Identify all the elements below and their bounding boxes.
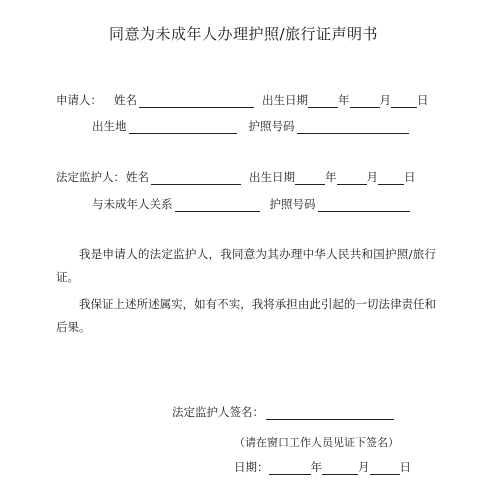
applicant-heading: 申请人： <box>56 93 102 107</box>
signature-label: 法定监护人签名： <box>172 405 264 419</box>
applicant-birth-month-field[interactable] <box>350 94 380 108</box>
guardian-birth-year-field[interactable] <box>295 171 325 185</box>
date-label: 日期： <box>234 460 269 474</box>
applicant-name-label: 姓名 <box>114 93 137 107</box>
applicant-year-label: 年 <box>338 93 350 107</box>
date-month-field[interactable] <box>322 461 358 475</box>
guardian-passport-field[interactable] <box>318 198 410 212</box>
guardian-birth-label: 出生日期 <box>249 170 295 184</box>
guardian-row-name <box>56 169 416 185</box>
date-row <box>234 459 411 475</box>
applicant-birth-day-field[interactable] <box>391 94 417 108</box>
guardian-relation-field[interactable] <box>175 198 260 212</box>
applicant-birthplace-field[interactable] <box>129 120 237 134</box>
guardian-relation-label: 与未成年人关系 <box>92 197 173 211</box>
date-year-label: 年 <box>310 460 322 474</box>
applicant-row-birthplace <box>92 118 409 134</box>
guardian-birth-day-field[interactable] <box>378 171 404 185</box>
applicant-birth-year-field[interactable] <box>308 94 338 108</box>
applicant-passport-label: 护照号码 <box>248 119 295 133</box>
date-year-field[interactable] <box>269 461 311 475</box>
applicant-day-label: 日 <box>417 93 429 107</box>
guardian-name-field[interactable] <box>151 171 241 185</box>
applicant-row-name <box>56 92 429 108</box>
applicant-month-label: 月 <box>379 93 391 107</box>
date-month-label: 月 <box>358 460 370 474</box>
applicant-birth-label: 出生日期 <box>262 93 308 107</box>
signature-note: （请在窗口工作人员见证下签名） <box>234 436 399 449</box>
signature-field[interactable] <box>266 406 394 420</box>
applicant-name-field[interactable] <box>139 94 254 108</box>
document-title: 同意为未成年人办理护照/旅行证声明书 <box>108 25 379 43</box>
applicant-birthplace-label: 出生地 <box>92 119 127 133</box>
guardian-day-label: 日 <box>404 170 416 184</box>
guardian-passport-label: 护照号码 <box>269 197 316 211</box>
date-day-label: 日 <box>399 460 411 474</box>
guardian-name-label: 姓名 <box>126 170 149 184</box>
guarantee-paragraph: 我保证上述所述属实，如有不实，我将承担由此引起的一切法律责任和后果。 <box>56 297 436 334</box>
applicant-passport-field[interactable] <box>297 120 409 134</box>
signature-row <box>172 404 394 420</box>
guardian-month-label: 月 <box>366 170 378 184</box>
guardian-birth-month-field[interactable] <box>337 171 367 185</box>
date-day-field[interactable] <box>370 461 400 475</box>
guardian-year-label: 年 <box>325 170 337 184</box>
guardian-row-relation <box>92 196 410 212</box>
guardian-heading: 法定监护人： <box>56 170 125 184</box>
consent-paragraph: 我是申请人的法定监护人，我同意为其办理中华人民共和国护照/旅行证。 <box>56 247 436 284</box>
